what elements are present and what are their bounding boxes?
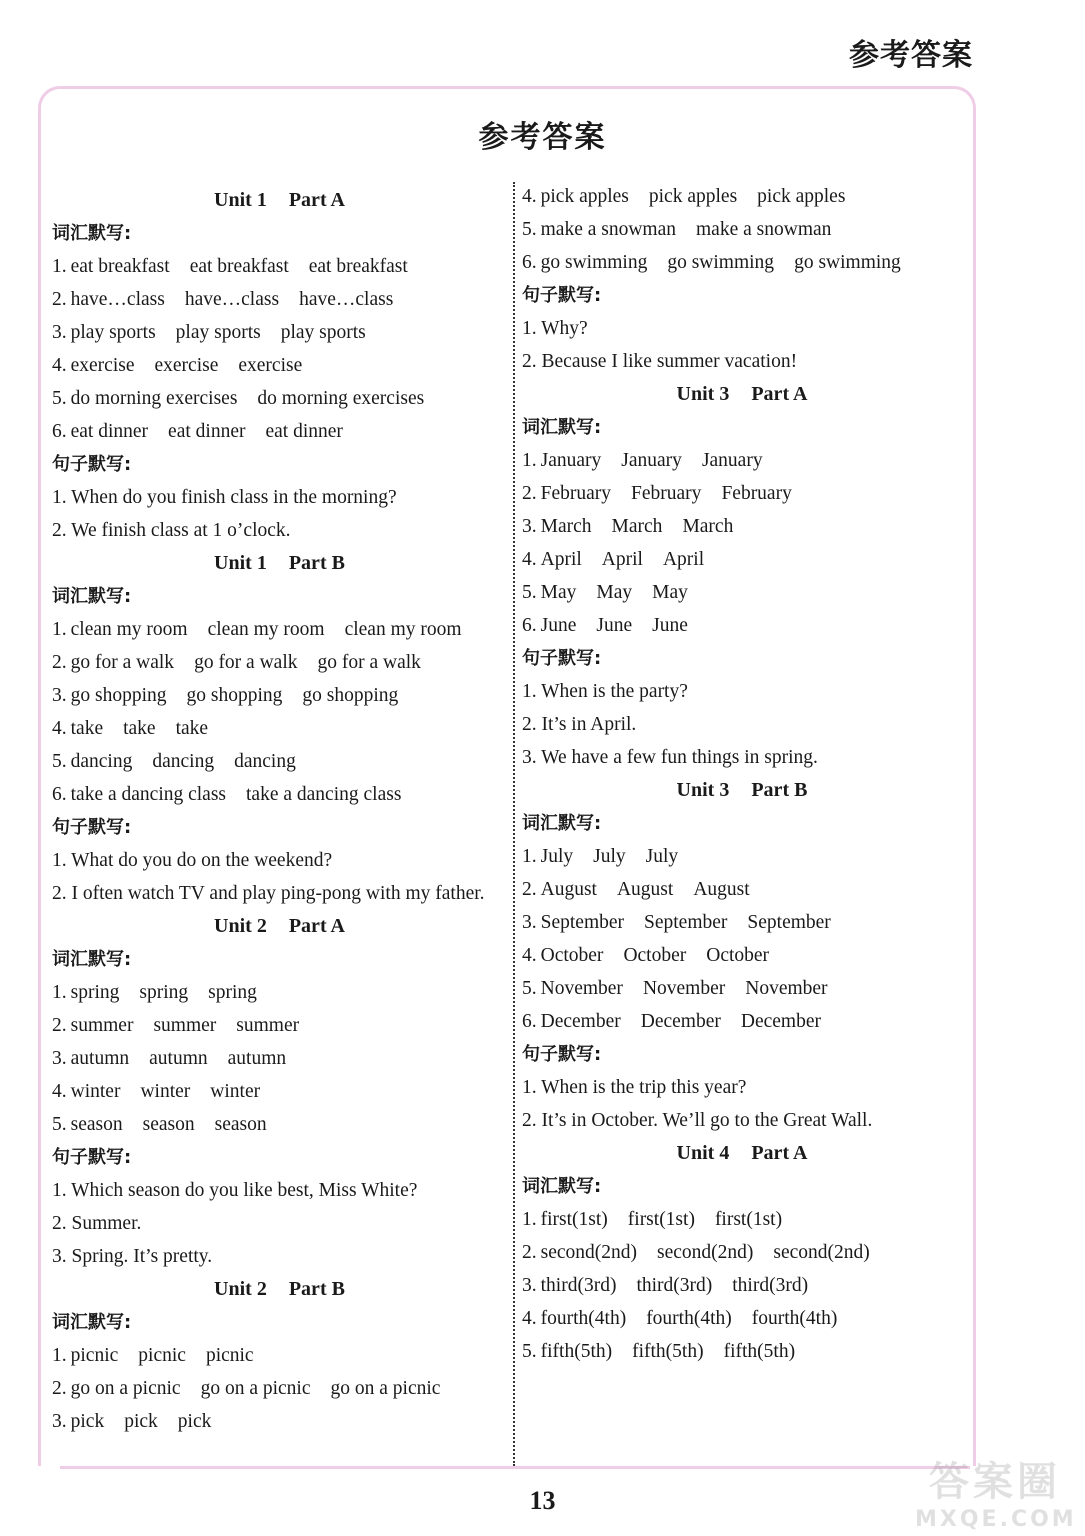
header-title: 参考答案 <box>849 38 973 73</box>
item-number: 6. <box>52 784 67 805</box>
subsection-label: 句子默写: <box>522 1044 602 1065</box>
vocab-item <box>522 906 962 939</box>
left-column <box>52 184 507 1438</box>
vocab-word: March <box>611 516 663 537</box>
vocab-word: March <box>682 516 734 537</box>
vocab-word: second(2nd) <box>540 1242 638 1263</box>
vocab-word: exercise <box>238 355 303 376</box>
item-number: 1. <box>52 982 67 1003</box>
item-number: 2. <box>522 1242 537 1263</box>
unit-label: Unit 4 <box>676 1142 730 1164</box>
vocab-word: picnic <box>70 1345 119 1366</box>
vocab-word: June <box>652 615 688 636</box>
item-number: 5. <box>52 1114 67 1135</box>
part-label: Part B <box>288 552 345 574</box>
item-number: 1. <box>522 846 537 867</box>
vocab-word: spring <box>70 982 120 1003</box>
vocab-word: picnic <box>205 1345 254 1366</box>
vocab-word: November <box>540 978 623 999</box>
vocab-item <box>522 1302 962 1335</box>
section-heading <box>52 910 507 943</box>
vocab-word: May <box>652 582 688 603</box>
vocab-word: do morning exercises <box>257 388 425 409</box>
item-number: 2. <box>52 1378 67 1399</box>
vocab-word: clean my room <box>207 619 325 640</box>
vocab-word: picnic <box>138 1345 186 1366</box>
vocab-word: eat dinner <box>70 421 149 442</box>
vocab-word: July <box>593 846 626 867</box>
vocab-word: exercise <box>154 355 219 376</box>
vocab-word: go for a walk <box>70 652 175 673</box>
column-divider <box>513 182 515 1466</box>
vocab-word: April <box>601 549 643 570</box>
unit-label: Unit 3 <box>676 383 730 405</box>
item-number: 6. <box>522 252 537 273</box>
vocab-word: summer <box>70 1015 134 1036</box>
vocab-word: go on a picnic <box>70 1378 181 1399</box>
sentence-item: 2. I often watch TV and play ping-pong with my father. <box>52 883 485 904</box>
vocab-word: second(2nd) <box>657 1242 754 1263</box>
vocab-word: go shopping <box>70 685 167 706</box>
vocab-word: go shopping <box>186 685 283 706</box>
vocab-word: September <box>540 912 625 933</box>
sentence-item: 1. When is the party? <box>522 681 688 702</box>
vocab-word: fifth(5th) <box>632 1341 704 1362</box>
vocab-word: exercise <box>70 355 135 376</box>
vocab-word: take <box>175 718 209 739</box>
vocab-word: play sports <box>175 322 261 343</box>
item-number: 4. <box>522 186 537 207</box>
vocab-word: October <box>706 945 770 966</box>
vocab-item <box>52 349 507 382</box>
vocab-word: spring <box>208 982 257 1003</box>
item-number: 5. <box>522 1341 537 1362</box>
item-number: 5. <box>522 582 537 603</box>
vocab-item <box>522 444 962 477</box>
section-heading <box>522 774 962 807</box>
vocab-item <box>52 778 507 811</box>
subsection-label: 词汇默写: <box>52 1312 132 1333</box>
item-number: 5. <box>52 388 67 409</box>
unit-label: Unit 1 <box>214 189 267 211</box>
vocab-word: May <box>596 582 633 603</box>
vocab-word: eat breakfast <box>189 256 289 277</box>
vocab-item <box>522 180 962 213</box>
vocab-item <box>522 213 962 246</box>
vocab-word: June <box>540 615 577 636</box>
vocab-word: go shopping <box>302 685 399 706</box>
section-heading <box>52 547 507 580</box>
vocab-word: February <box>540 483 612 504</box>
item-number: 5. <box>522 219 537 240</box>
item-number: 1. <box>52 619 67 640</box>
vocab-item <box>522 1335 962 1368</box>
vocab-word: autumn <box>149 1048 208 1069</box>
vocab-item <box>52 712 507 745</box>
item-number: 4. <box>52 355 67 376</box>
vocab-word: make a snowman <box>540 219 677 240</box>
part-label: Part B <box>751 779 808 801</box>
item-number: 2. <box>52 652 67 673</box>
subsection-label: 句子默写: <box>522 285 602 306</box>
vocab-word: first(1st) <box>540 1209 608 1230</box>
watermark-bottom: MXQE.COM <box>915 1507 1077 1532</box>
vocab-word: winter <box>210 1081 261 1102</box>
subsection-label: 词汇默写: <box>52 223 132 244</box>
item-number: 1. <box>522 450 537 471</box>
subsection-label: 词汇默写: <box>52 586 132 607</box>
vocab-word: fourth(4th) <box>646 1308 732 1329</box>
subsection-label: 句子默写: <box>52 454 132 475</box>
sentence-item: 2. We finish class at 1 o’clock. <box>52 520 291 541</box>
unit-label: Unit 3 <box>676 779 730 801</box>
vocab-word: go on a picnic <box>200 1378 311 1399</box>
vocab-item <box>522 939 962 972</box>
vocab-item <box>52 316 507 349</box>
vocab-word: take <box>123 718 156 739</box>
vocab-word: take a dancing class <box>246 784 402 805</box>
subsection-label: 句子默写: <box>52 1147 132 1168</box>
vocab-word: eat dinner <box>265 421 343 442</box>
vocab-word: July <box>540 846 574 867</box>
vocab-item <box>522 477 962 510</box>
vocab-word: June <box>596 615 633 636</box>
vocab-item <box>52 1108 507 1141</box>
item-number: 3. <box>52 1048 67 1069</box>
vocab-word: first(1st) <box>714 1209 783 1230</box>
vocab-word: eat breakfast <box>308 256 408 277</box>
subsection-label: 词汇默写: <box>522 1176 602 1197</box>
vocab-word: summer <box>236 1015 300 1036</box>
vocab-item <box>52 679 507 712</box>
vocab-item <box>522 1005 962 1038</box>
vocab-item <box>522 576 962 609</box>
vocab-word: season <box>142 1114 195 1135</box>
section-heading <box>52 1273 507 1306</box>
item-number: 1. <box>52 1345 67 1366</box>
vocab-word: November <box>642 978 726 999</box>
vocab-word: February <box>631 483 702 504</box>
vocab-word: fourth(4th) <box>751 1308 838 1329</box>
vocab-word: autumn <box>227 1048 287 1069</box>
item-number: 5. <box>52 751 67 772</box>
item-number: 4. <box>52 718 67 739</box>
vocab-word: go swimming <box>540 252 648 273</box>
vocab-word: dancing <box>70 751 133 772</box>
vocab-word: take <box>70 718 104 739</box>
vocab-word: play sports <box>70 322 156 343</box>
watermark-logo <box>915 1450 1075 1530</box>
item-number: 3. <box>522 1275 537 1296</box>
item-number: 2. <box>52 289 67 310</box>
vocab-word: pick apples <box>757 186 846 207</box>
vocab-item <box>52 1009 507 1042</box>
sentence-item: 1. When is the trip this year? <box>522 1077 747 1098</box>
vocab-word: December <box>740 1011 821 1032</box>
unit-label: Unit 1 <box>214 552 267 574</box>
vocab-item <box>522 873 962 906</box>
section-heading <box>522 378 962 411</box>
vocab-word: eat dinner <box>168 421 246 442</box>
right-column <box>522 180 962 1368</box>
vocab-item <box>52 283 507 316</box>
part-label: Part A <box>288 189 345 211</box>
vocab-word: February <box>721 483 792 504</box>
item-number: 6. <box>522 615 537 636</box>
vocab-word: May <box>540 582 577 603</box>
vocab-item <box>522 840 962 873</box>
unit-label: Unit 2 <box>214 915 267 937</box>
vocab-word: pick <box>70 1411 105 1432</box>
item-number: 1. <box>52 256 67 277</box>
sentence-item: 1. Why? <box>522 318 588 339</box>
vocab-word: have…class <box>184 289 280 310</box>
vocab-item <box>522 543 962 576</box>
item-number: 2. <box>522 483 537 504</box>
vocab-item <box>522 1203 962 1236</box>
vocab-word: season <box>214 1114 267 1135</box>
main-title: 参考答案 <box>478 120 607 155</box>
item-number: 2. <box>52 1015 67 1036</box>
item-number: 4. <box>522 945 537 966</box>
vocab-word: August <box>693 879 750 900</box>
sentence-item: 3. We have a few fun things in spring. <box>522 747 818 768</box>
vocab-item <box>522 246 962 279</box>
vocab-item <box>522 609 962 642</box>
item-number: 3. <box>522 912 537 933</box>
vocab-word: April <box>662 549 705 570</box>
item-number: 3. <box>522 516 537 537</box>
subsection-label: 词汇默写: <box>522 813 602 834</box>
vocab-word: July <box>645 846 679 867</box>
vocab-word: go swimming <box>667 252 775 273</box>
vocab-word: dancing <box>152 751 215 772</box>
vocab-item <box>522 510 962 543</box>
vocab-word: have…class <box>299 289 394 310</box>
vocab-word: make a snowman <box>696 219 832 240</box>
vocab-word: fourth(4th) <box>540 1308 627 1329</box>
part-label: Part B <box>288 1278 345 1300</box>
vocab-word: December <box>640 1011 721 1032</box>
vocab-word: do morning exercises <box>70 388 238 409</box>
vocab-word: third(3rd) <box>540 1275 617 1296</box>
vocab-word: fifth(5th) <box>723 1341 796 1362</box>
vocab-word: go for a walk <box>194 652 298 673</box>
vocab-item <box>52 976 507 1009</box>
item-number: 5. <box>522 978 537 999</box>
sentence-item: 3. Spring. It’s pretty. <box>52 1246 213 1267</box>
vocab-word: autumn <box>70 1048 130 1069</box>
vocab-word: pick <box>177 1411 212 1432</box>
subsection-label: 句子默写: <box>522 648 602 669</box>
vocab-word: third(3rd) <box>636 1275 713 1296</box>
vocab-word: August <box>616 879 674 900</box>
vocab-item <box>52 250 507 283</box>
item-number: 4. <box>522 549 537 570</box>
vocab-word: spring <box>139 982 189 1003</box>
vocab-word: August <box>540 879 597 900</box>
item-number: 3. <box>52 322 67 343</box>
vocab-item <box>52 415 507 448</box>
vocab-word: third(3rd) <box>732 1275 809 1296</box>
vocab-word: go swimming <box>794 252 901 273</box>
vocab-item <box>522 1269 962 1302</box>
subsection-label: 句子默写: <box>52 817 132 838</box>
vocab-word: pick apples <box>648 186 738 207</box>
vocab-word: take a dancing class <box>70 784 227 805</box>
section-heading <box>522 1137 962 1170</box>
vocab-word: clean my room <box>70 619 188 640</box>
vocab-word: January <box>701 450 763 471</box>
vocab-word: pick <box>124 1411 158 1432</box>
vocab-word: summer <box>153 1015 217 1036</box>
item-number: 2. <box>522 879 537 900</box>
vocab-item <box>52 1372 507 1405</box>
item-number: 4. <box>522 1308 537 1329</box>
sentence-item: 2. Because I like summer vacation! <box>522 351 798 372</box>
vocab-item <box>52 646 507 679</box>
subsection-label: 词汇默写: <box>52 949 132 970</box>
page-number: 13 <box>529 1486 556 1515</box>
vocab-item <box>522 972 962 1005</box>
vocab-word: eat breakfast <box>70 256 170 277</box>
part-label: Part A <box>751 1142 808 1164</box>
vocab-word: January <box>540 450 602 471</box>
sentence-item: 1. Which season do you like best, Miss White? <box>52 1180 418 1201</box>
vocab-word: pick apples <box>540 186 629 207</box>
vocab-word: first(1st) <box>627 1209 695 1230</box>
vocab-word: clean my room <box>344 619 462 640</box>
vocab-word: January <box>621 450 682 471</box>
item-number: 6. <box>52 421 67 442</box>
item-number: 3. <box>52 1411 67 1432</box>
vocab-word: go for a walk <box>317 652 421 673</box>
vocab-word: play sports <box>280 322 366 343</box>
vocab-word: September <box>747 912 831 933</box>
vocab-word: winter <box>70 1081 121 1102</box>
vocab-word: December <box>540 1011 621 1032</box>
sentence-item: 2. It’s in April. <box>522 714 637 735</box>
vocab-item <box>522 1236 962 1269</box>
item-number: 1. <box>522 1209 537 1230</box>
subsection-label: 词汇默写: <box>522 417 602 438</box>
vocab-word: September <box>644 912 728 933</box>
vocab-word: October <box>540 945 604 966</box>
vocab-word: season <box>70 1114 123 1135</box>
vocab-item <box>52 745 507 778</box>
vocab-item <box>52 1339 507 1372</box>
vocab-item <box>52 1405 507 1438</box>
sentence-item: 2. It’s in October. We’ll go to the Great Wall. <box>522 1110 873 1131</box>
sentence-item: 1. When do you finish class in the morning? <box>52 487 397 508</box>
item-number: 3. <box>52 685 67 706</box>
item-number: 6. <box>522 1011 537 1032</box>
sentence-item: 1. What do you do on the weekend? <box>52 850 333 871</box>
vocab-word: November <box>745 978 828 999</box>
section-heading <box>52 184 507 217</box>
watermark-top: 答案圈 <box>929 1459 1061 1505</box>
vocab-word: go on a picnic <box>330 1378 441 1399</box>
vocab-word: October <box>623 945 687 966</box>
vocab-word: dancing <box>234 751 296 772</box>
sentence-item: 2. Summer. <box>52 1213 142 1234</box>
vocab-item <box>52 613 507 646</box>
part-label: Part A <box>751 383 808 405</box>
vocab-word: fifth(5th) <box>540 1341 613 1362</box>
vocab-word: winter <box>140 1081 191 1102</box>
vocab-word: March <box>540 516 592 537</box>
vocab-item <box>52 1075 507 1108</box>
vocab-word: April <box>540 549 582 570</box>
vocab-item <box>52 382 507 415</box>
vocab-word: have…class <box>70 289 165 310</box>
vocab-item <box>52 1042 507 1075</box>
vocab-word: second(2nd) <box>773 1242 870 1263</box>
part-label: Part A <box>288 915 345 937</box>
item-number: 4. <box>52 1081 67 1102</box>
frame-bottom-rule <box>60 1466 970 1469</box>
unit-label: Unit 2 <box>214 1278 267 1300</box>
